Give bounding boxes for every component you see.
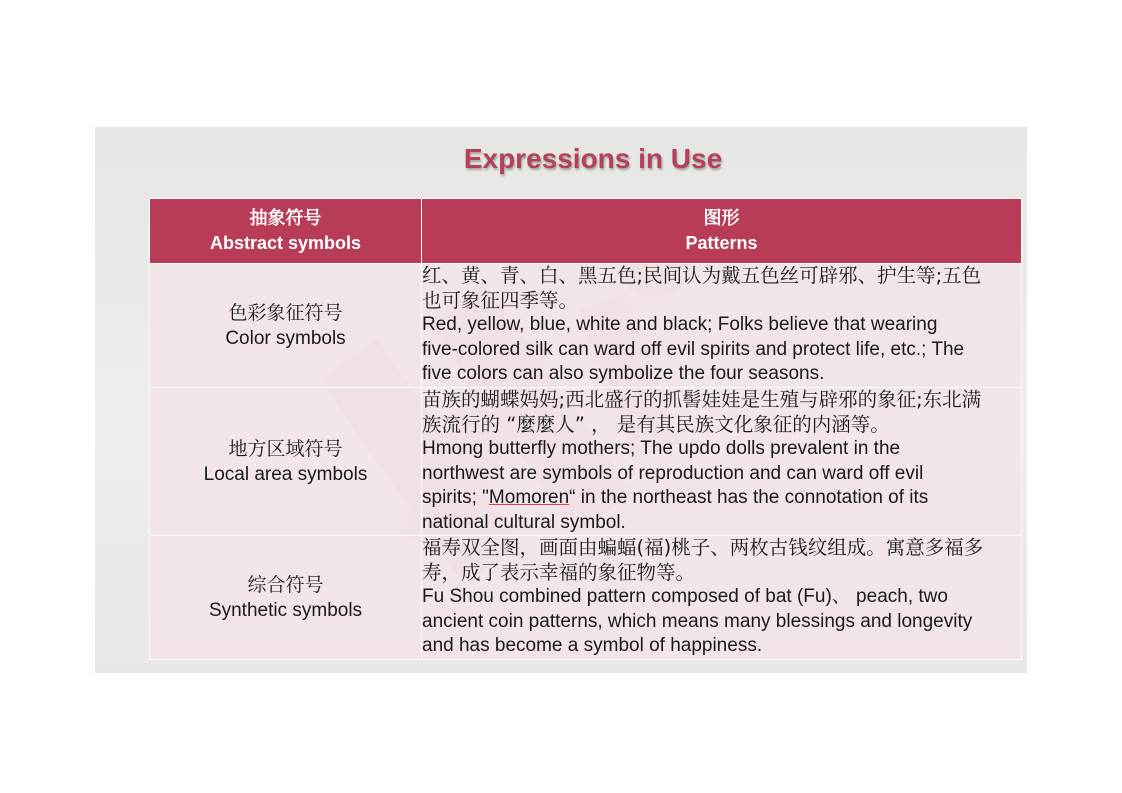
pattern-en-line [422,486,1021,511]
header-patterns [422,199,1022,264]
table-header-row [150,199,1022,264]
pattern-cn-line: 福寿双全图，画面由蝙蝠(福)桃子、两枚古钱纹组成。寓意多福多 [422,536,984,560]
slide [95,127,1027,673]
header-patterns-cn: 图形 [703,208,740,228]
header-symbols-cn: 抽象符号 [249,208,322,228]
pattern-en-line: five colors can also symbolize the four seasons. [422,363,825,385]
pattern-en-line: Red, yellow, blue, white and black; Folks believe that wearing [422,314,938,336]
symbol-cell [150,536,422,660]
header-symbols-en: Abstract symbols [209,233,362,253]
pattern-cn-line: 红、黄、青、白、黑五色;民间认为戴五色丝可辟邪、护生等;五色 [422,264,982,288]
pattern-cn-line: 寿，成了表示幸福的象征物等。 [422,560,696,584]
text-segment: spirits; " [422,487,489,508]
symbol-cell [150,388,422,536]
table-row [150,388,1022,536]
pattern-cn-line: 苗族的蝴蝶妈妈;西北盛行的抓髻娃娃是生殖与辟邪的象征;东北满 [422,388,982,411]
pattern-en-line: northwest are symbols of reproduction and can ward off evil [422,462,924,484]
pattern-en-line: Hmong butterfly mothers; The updo dolls prevalent in the [422,438,901,459]
header-abstract-symbols [150,199,422,264]
pattern-cn-line: 也可象征四季等。 [422,288,579,312]
slide-title: Expressions in Use [463,143,723,174]
expressions-table [149,198,1022,660]
pattern-en-line: ancient coin patterns, which means many blessings and longevity [422,610,973,632]
pattern-cell [422,536,1022,660]
symbol-en: Synthetic symbols [208,599,363,621]
header-patterns-en: Patterns [685,233,758,253]
symbol-cn: 色彩象征符号 [228,301,343,324]
symbol-en: Local area symbols [203,463,368,485]
symbol-cn: 综合符号 [247,573,324,596]
momoren-word: Momoren [488,487,570,508]
pattern-cell [422,388,1022,536]
pattern-en-line: and has become a symbol of happiness. [422,635,763,657]
table-row [150,536,1022,660]
symbol-en: Color symbols [225,327,346,349]
table-row [150,264,1022,388]
pattern-cell [422,264,1022,388]
pattern-en-line: Fu Shou combined pattern composed of bat (Fu)、 peach, two [422,586,948,608]
pattern-en-line: national cultural symbol. [422,511,626,533]
text-segment: “ in the northeast has the connotation of its [569,487,929,508]
symbol-cn: 地方区域符号 [228,437,343,460]
symbol-cell [150,264,422,388]
pattern-cn-line: 族流行的 “麼麼人” ， 是有其民族文化象征的内涵等。 [422,412,890,436]
pattern-en-line: five-colored silk can ward off evil spirits and protect life, etc.; The [422,338,965,360]
